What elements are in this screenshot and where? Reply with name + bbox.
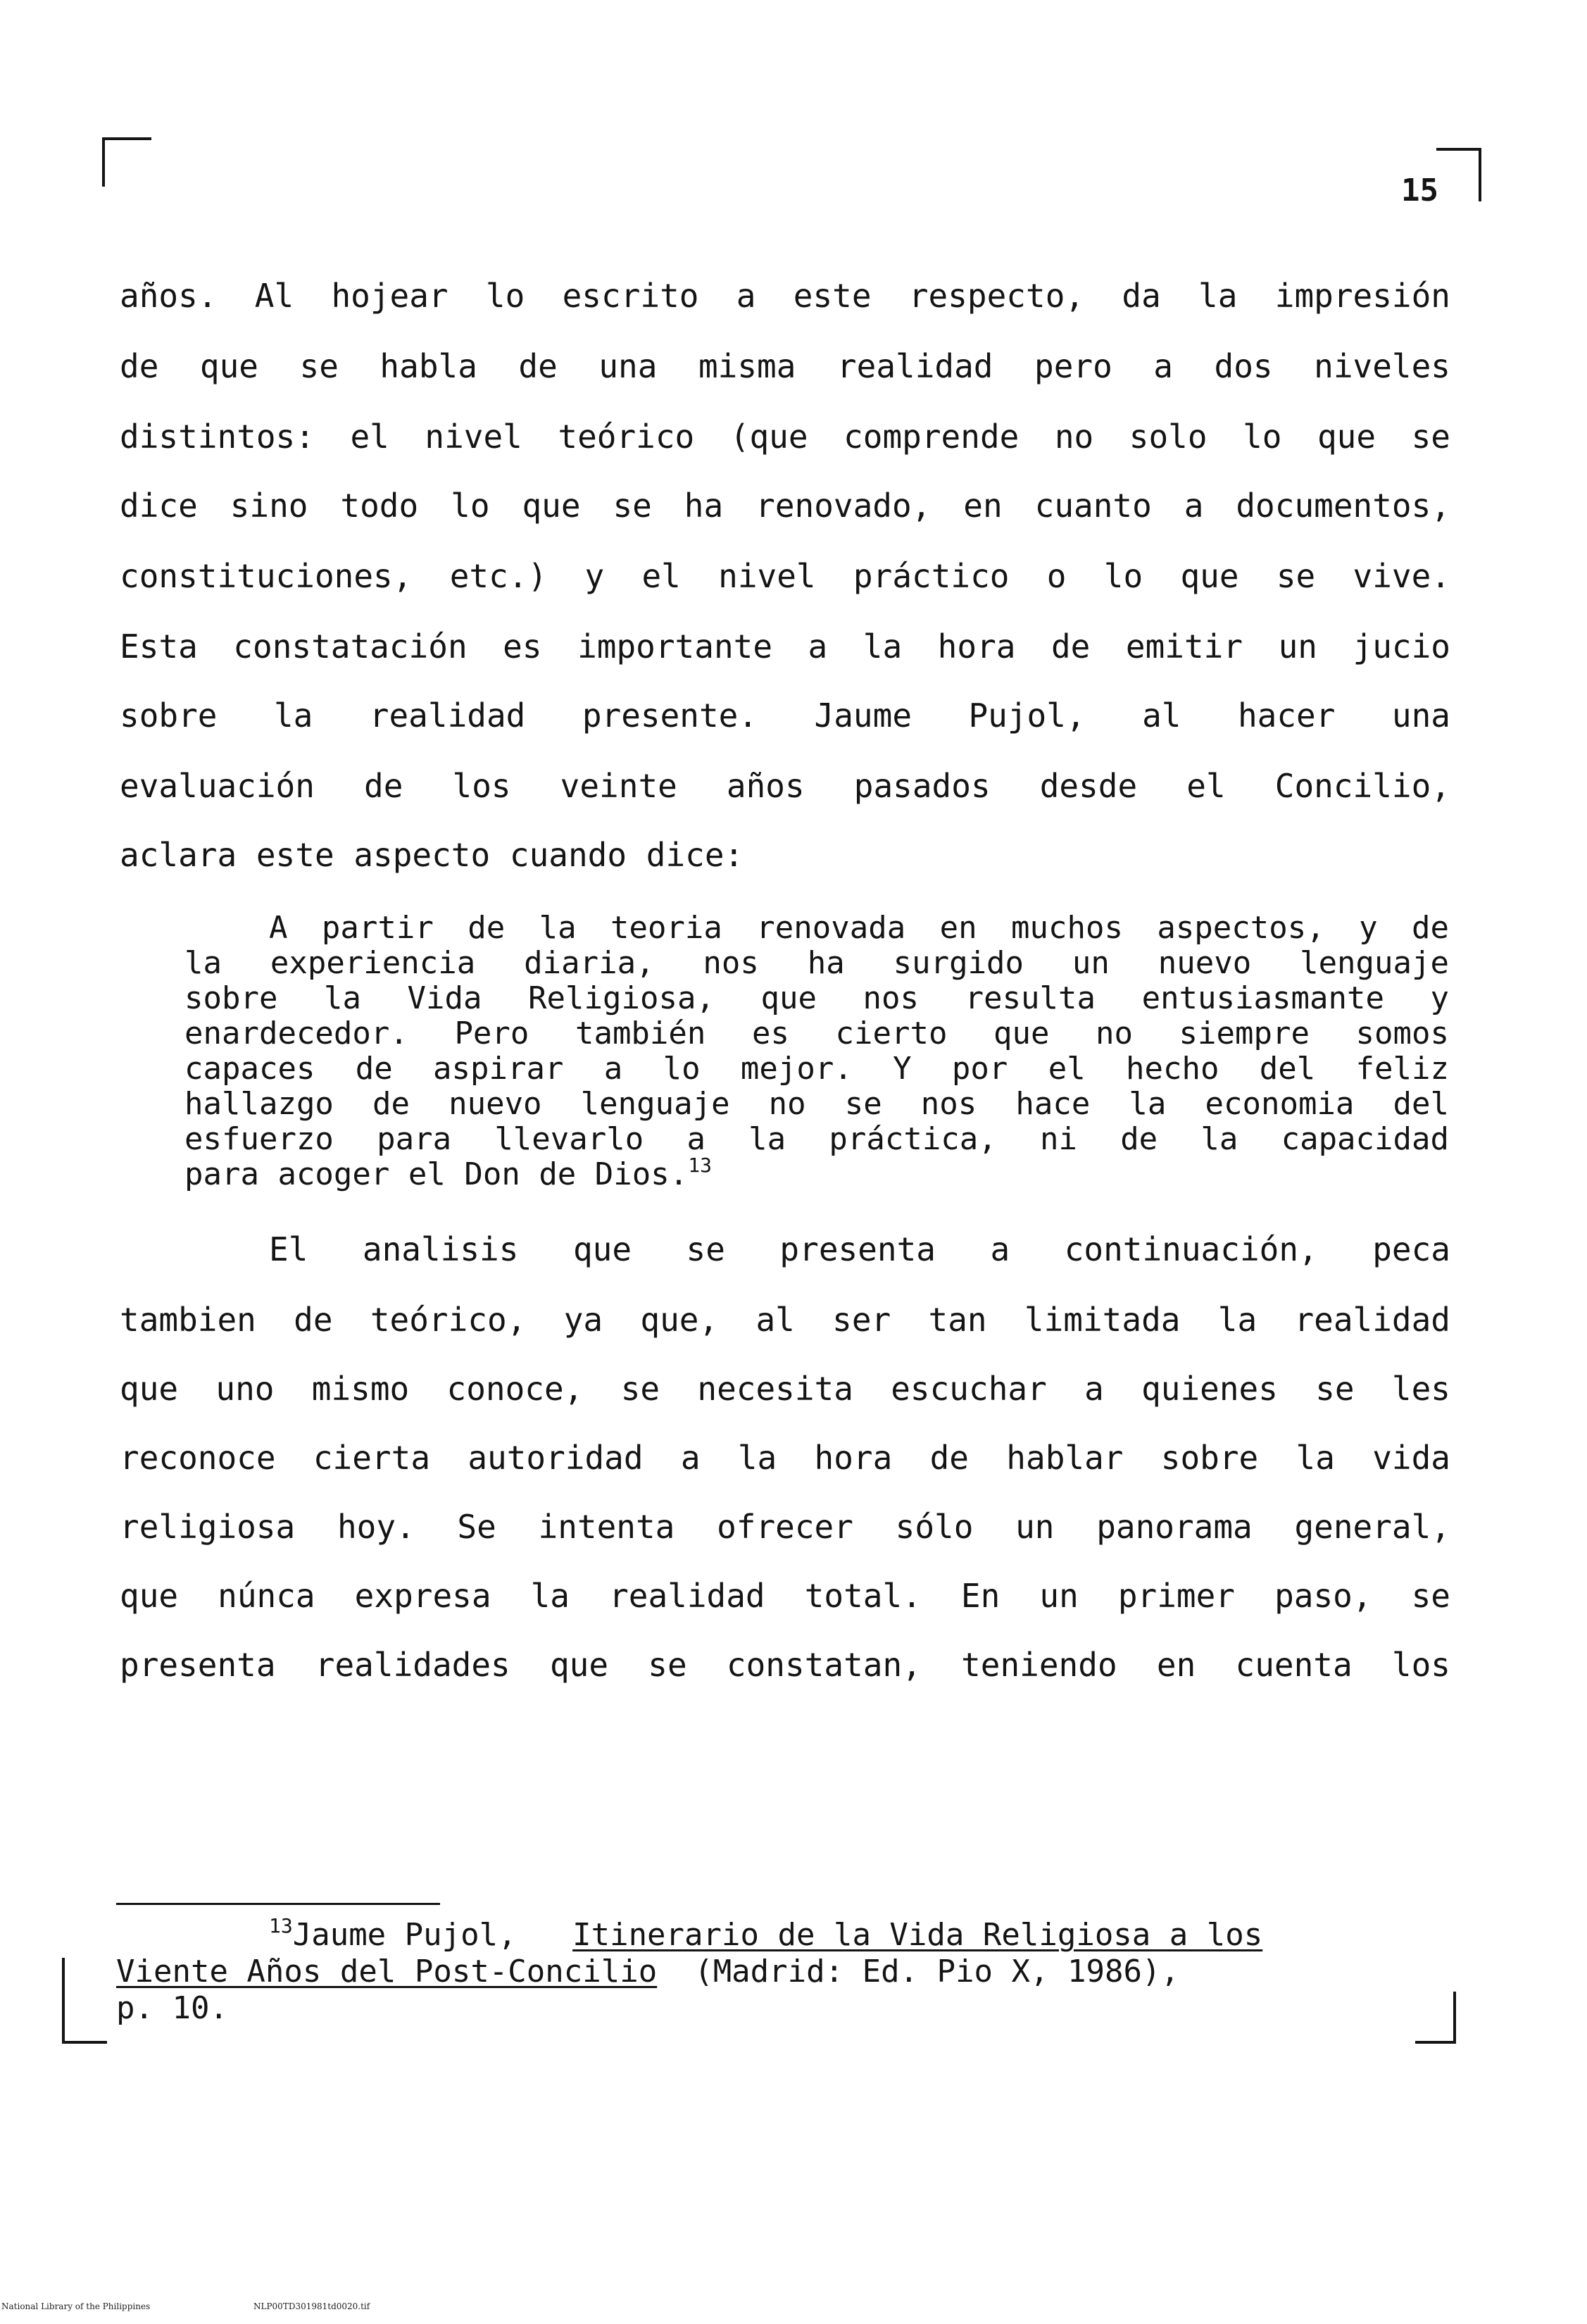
quote-line (184, 1156, 1449, 1193)
archive-label-left: National Library of the Philippines (1, 2301, 151, 2311)
body-line: presenta realidades que se constatan, teniendo en cuenta los (120, 1646, 1450, 1684)
footnote-line-1 (269, 1914, 1263, 1954)
body-line: tambien de teórico, ya que, al ser tan limitada la realidad (120, 1301, 1450, 1339)
body-line: años. Al hojear lo escrito a este respecto, da la impresión (120, 277, 1450, 315)
body-line: Esta constatación es importante a la hora de emitir un jucio (120, 627, 1450, 666)
footnote-author: Jaume Pujol, (292, 1917, 517, 1953)
body-line: aclara este aspecto cuando dice: (120, 836, 744, 874)
corner-mark-bottom-left (62, 1958, 107, 2044)
body-line: El analisis que se presenta a continuación, peca (269, 1230, 1450, 1268)
corner-mark-top-left (102, 137, 151, 187)
quote-line: A partir de la teoria renovada en muchos aspectos, y de (269, 910, 1449, 946)
body-line: distintos: el nivel teórico (que comprende no solo lo que se (120, 418, 1450, 456)
footnote-title: Itinerario de la Vida Religiosa a los (572, 1917, 1263, 1953)
body-line: dice sino todo lo que se ha renovado, en cuanto a documentos, (120, 487, 1450, 525)
body-line: de que se habla de una misma realidad pero a dos niveles (120, 347, 1450, 385)
quote-line: esfuerzo para llevarlo a la práctica, ni de la capacidad (184, 1121, 1449, 1157)
body-line: religiosa hoy. Se intenta ofrecer sólo un panorama general, (120, 1508, 1450, 1546)
quote-line: la experiencia diaria, nos ha surgido un nuevo lenguaje (184, 945, 1449, 981)
footnote-page: p. 10. (116, 1990, 228, 2026)
corner-mark-top-right (1436, 148, 1481, 201)
body-line: constituciones, etc.) y el nivel práctico o lo que se vive. (120, 557, 1450, 595)
quote-line: enardecedor. Pero también es cierto que no siempre somos (184, 1016, 1449, 1051)
footnote-line-2 (116, 1954, 1179, 1990)
quote-line: hallazgo de nuevo lenguaje no se nos hace la economia del (184, 1086, 1449, 1122)
footnote-title-continued: Viente Años del Post-Concilio (116, 1954, 658, 1989)
footnote-number: 13 (269, 1914, 293, 1937)
body-line: que uno mismo conoce, se necesita escuchar a quienes se les (120, 1370, 1450, 1408)
quote-line: sobre la Vida Religiosa, que nos resulta entusiasmante y (184, 980, 1449, 1016)
quote-line: capaces de aspirar a lo mejor. Y por el hecho del feliz (184, 1051, 1449, 1087)
body-line: evaluación de los veinte años pasados desde el Concilio, (120, 767, 1450, 805)
corner-mark-bottom-right (1415, 1992, 1456, 2044)
body-line: que núnca expresa la realidad total. En un primer paso, se (120, 1577, 1450, 1615)
quote-line-text: para acoger el Don de Dios. (184, 1156, 689, 1192)
body-line: reconoce cierta autoridad a la hora de hablar sobre la vida (120, 1439, 1450, 1477)
footnote-reference: 13 (688, 1154, 712, 1177)
archive-label-right: NLP00TD301981td0020.tif (253, 2301, 370, 2311)
footnote-publication: (Madrid: Ed. Pio X, 1986), (694, 1954, 1179, 1989)
body-line: sobre la realidad presente. Jaume Pujol, al hacer una (120, 696, 1450, 735)
footnote-divider (116, 1903, 440, 1905)
page-number: 15 (1401, 173, 1438, 208)
